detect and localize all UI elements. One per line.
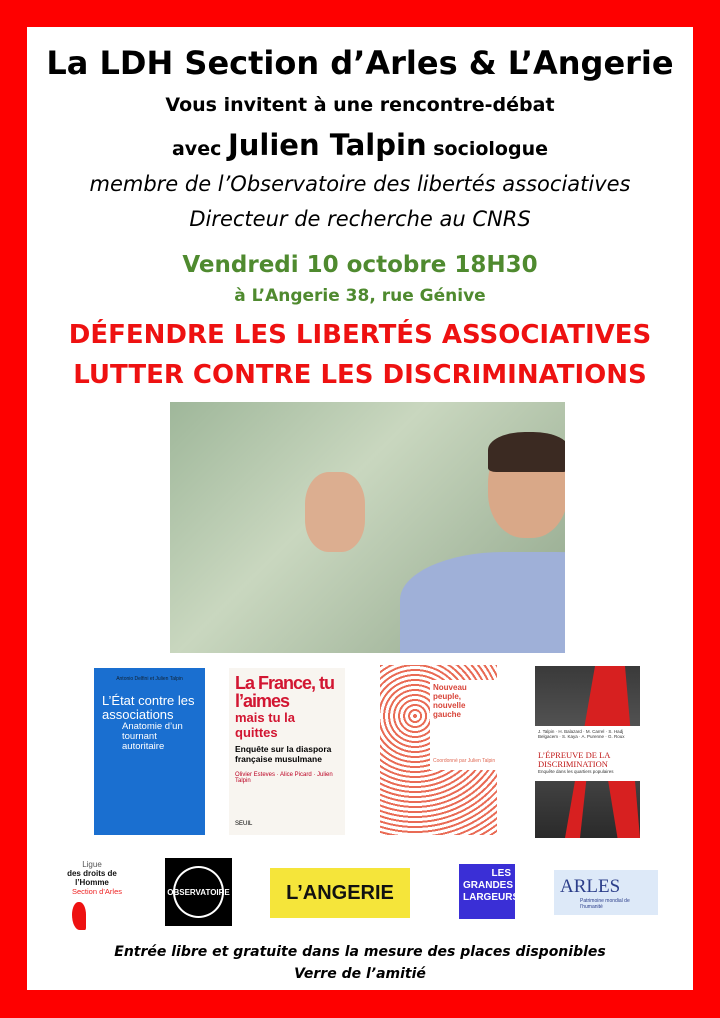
speaker-line [0, 128, 720, 162]
book-authors: Olivier Esteves · Alice Picard · Julien Talpin [235, 772, 333, 784]
book-cover-france [229, 668, 345, 835]
book-cover-nouveau-peuple [380, 665, 497, 835]
event-place: à L’Angerie 38, rue Génive [234, 286, 486, 306]
event-date: Vendredi 10 octobre 18H30 [182, 252, 538, 278]
arles-logo: ARLES Patrimoine mondial de l’humanité [554, 870, 658, 915]
headline-2: LUTTER CONTRE LES DISCRIMINATIONS [73, 360, 647, 390]
book-cover-epreuve [535, 666, 640, 838]
book-coordinator: Coordonné par Julien Talpin [433, 758, 496, 764]
book-authors: Antonio Delfini et Julien Talpin [116, 676, 183, 682]
grandes-largeurs-logo: LES GRANDES LARGEURS [459, 864, 515, 919]
angerie-logo: L’ANGERIE [270, 868, 410, 918]
ldh-icon [72, 902, 86, 930]
invitation-line: Vous invitent à une rencontre-débat [165, 94, 555, 116]
book-subtitle: Enquête dans les quartiers populaires [538, 769, 614, 774]
book-title: Nouveau peuple, nouvelle gauche [433, 683, 467, 719]
speaker-name: Julien Talpin [227, 128, 427, 162]
footer-entry: Entrée libre et gratuite dans la mesure des places disponibles [114, 944, 606, 960]
book-title: L’ÉPREUVE DE LA DISCRIMINATION [538, 750, 610, 769]
book-subtitle: Enquête sur la diaspora française musulmane [235, 744, 332, 764]
director-line: Directeur de recherche au CNRS [189, 207, 531, 231]
avec-text: avec [171, 138, 222, 160]
ldh-logo: Ligue des droits de l’Homme Section d’Arles [62, 860, 122, 935]
headline-1: DÉFENDRE LES LIBERTÉS ASSOCIATIVES [68, 320, 652, 350]
speaker-photo [170, 402, 565, 653]
book-subtitle: Anatomie d’un tournant autoritaire [122, 721, 183, 752]
book-title-2: mais tu la quittes [235, 710, 295, 740]
book-cover-etat [94, 668, 205, 835]
book-publisher: SEUIL [235, 821, 253, 827]
book-authors: J. Talpin · H. Balazard · M. Carrel · S. Hadj Belgacem · S. Kaya · A. Purenne · G. Roux [538, 729, 625, 739]
book-title: La France, tu l’aimes [235, 673, 335, 711]
speaker-role: sociologue [433, 138, 548, 160]
book-title: L’État contre les associations [102, 693, 195, 722]
member-line: membre de l’Observatoire des libertés associatives [89, 172, 631, 196]
footer-drink: Verre de l’amitié [294, 966, 426, 982]
poster-title: La LDH Section d’Arles & L’Angerie [46, 44, 674, 82]
observatoire-logo: OBSERVATOIRE [165, 858, 232, 926]
